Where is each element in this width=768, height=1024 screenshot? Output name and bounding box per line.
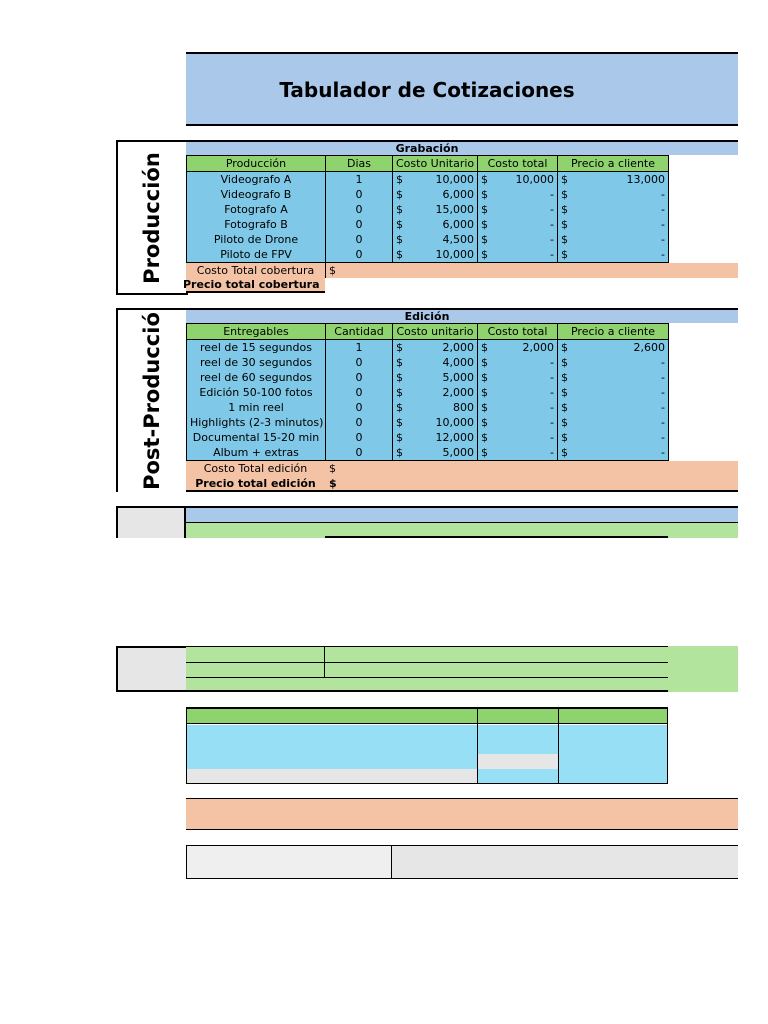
column-header: Cantidad (326, 324, 393, 340)
summary-grey-cell (187, 769, 477, 783)
row-qty: 0 (326, 187, 393, 202)
value: - (661, 232, 665, 246)
value: - (550, 217, 554, 231)
row-unit-cost (393, 172, 478, 188)
row-name: Album + extras (187, 445, 326, 461)
value: - (661, 445, 665, 459)
value: 4,000 (442, 355, 474, 369)
row-client-price (558, 430, 669, 445)
row-client-price (558, 217, 669, 232)
costo-total-cobertura-label: Costo Total cobertura (196, 264, 315, 277)
column-header: Precio a cliente (558, 324, 669, 340)
row-unit-cost (393, 340, 478, 356)
summary-header (187, 709, 667, 724)
footer-left-cell (186, 846, 392, 878)
page-title: Tabulador de Cotizaciones (279, 78, 575, 102)
value: 2,000 (522, 340, 554, 354)
column-header: Producción (187, 156, 326, 172)
value: - (550, 187, 554, 201)
row-total-cost (478, 415, 558, 430)
row-client-price (558, 247, 669, 263)
currency-sign: $ (481, 385, 488, 399)
currency-sign: $ (481, 400, 488, 414)
column-header: Entregables (187, 324, 326, 340)
currency-sign: $ (561, 370, 568, 384)
value: 2,000 (442, 340, 474, 354)
currency-sign: $ (481, 232, 488, 246)
column-header: Costo total (478, 324, 558, 340)
currency-sign: $ (561, 172, 568, 186)
grid-line (186, 677, 668, 678)
currency-sign: $ (396, 187, 403, 201)
row-qty: 0 (326, 430, 393, 445)
column-header: Costo unitario (393, 324, 478, 340)
row-unit-cost (393, 400, 478, 415)
row-total-cost (478, 232, 558, 247)
footer-band (186, 845, 738, 879)
table-row (187, 385, 669, 400)
currency-sign: $ (481, 430, 488, 444)
currency-sign: $ (561, 400, 568, 414)
grid-line (477, 709, 478, 783)
row-name: reel de 60 segundos (187, 370, 326, 385)
edicion-header (186, 308, 738, 323)
currency-sign: $ (561, 445, 568, 459)
currency-sign: $ (396, 172, 403, 186)
row-unit-cost (393, 247, 478, 263)
row-client-price (558, 172, 669, 188)
row-client-price (558, 232, 669, 247)
row-name: Fotografo B (187, 217, 326, 232)
produccion-side-label (116, 140, 188, 295)
table-row (187, 445, 669, 461)
currency-sign: $ (481, 172, 488, 186)
currency-sign: $ (396, 400, 403, 414)
currency-sign: $ (396, 445, 403, 459)
table-row (187, 340, 669, 356)
currency-sign: $ (561, 217, 568, 231)
currency-sign: $ (561, 187, 568, 201)
currency-sign: $ (396, 415, 403, 429)
value: - (661, 370, 665, 384)
row-unit-cost (393, 370, 478, 385)
blank-side-label-2 (116, 646, 186, 692)
row-total-cost (478, 430, 558, 445)
costo-total-edicion-label: Costo Total edición (203, 462, 308, 475)
row-total-cost (478, 172, 558, 188)
currency-sign: $ (396, 385, 403, 399)
value: - (661, 415, 665, 429)
value: 2,000 (442, 385, 474, 399)
precio-total-edicion-label: Precio total edición (195, 477, 316, 490)
summary-grey-cell (478, 754, 558, 769)
value: - (550, 202, 554, 216)
row-qty: 1 (326, 172, 393, 188)
row-total-cost (478, 385, 558, 400)
table-row (187, 187, 669, 202)
currency-sign: $ (561, 202, 568, 216)
value: - (550, 370, 554, 384)
value: 4,500 (442, 232, 474, 246)
currency-sign: $ (481, 370, 488, 384)
value: - (550, 385, 554, 399)
value: - (661, 202, 665, 216)
row-unit-cost (393, 217, 478, 232)
currency-sign: $ (561, 340, 568, 354)
value: - (661, 430, 665, 444)
value: 10,000 (435, 247, 474, 261)
currency-sign: $ (561, 355, 568, 369)
column-header: Dias (326, 156, 393, 172)
currency-sign: $ (481, 217, 488, 231)
row-name: Edición 50-100 fotos (187, 385, 326, 400)
table-row (187, 430, 669, 445)
value: 6,000 (442, 187, 474, 201)
edicion-title: Edición (404, 310, 450, 323)
grabacion-column-headers (187, 156, 669, 172)
row-qty: 0 (326, 370, 393, 385)
row-client-price (558, 385, 669, 400)
currency-sign: $ (481, 415, 488, 429)
value: - (661, 385, 665, 399)
row-client-price (558, 187, 669, 202)
row-name: reel de 30 segundos (187, 355, 326, 370)
value: - (550, 415, 554, 429)
row-client-price (558, 415, 669, 430)
row-unit-cost (393, 202, 478, 217)
summary-block (186, 707, 668, 784)
precio-total-cobertura-row (183, 278, 325, 293)
value: - (661, 355, 665, 369)
row-client-price (558, 340, 669, 356)
grid-line (324, 647, 325, 677)
row-total-cost (478, 355, 558, 370)
row-total-cost (478, 187, 558, 202)
table-row (187, 202, 669, 217)
currency-sign: $ (396, 370, 403, 384)
costo-total-cobertura-row (186, 263, 738, 278)
column-header: Costo total (478, 156, 558, 172)
row-unit-cost (393, 232, 478, 247)
table-row (187, 247, 669, 263)
value: 10,000 (435, 415, 474, 429)
row-unit-cost (393, 415, 478, 430)
row-qty: 0 (326, 400, 393, 415)
value: - (550, 445, 554, 459)
currency-sign: $ (481, 355, 488, 369)
currency-sign: $ (396, 430, 403, 444)
value: 5,000 (442, 370, 474, 384)
row-client-price (558, 370, 669, 385)
row-total-cost (478, 217, 558, 232)
value: 13,000 (626, 172, 665, 186)
table-row (187, 232, 669, 247)
row-qty: 0 (326, 232, 393, 247)
row-total-cost (478, 400, 558, 415)
row-qty: 0 (326, 445, 393, 461)
row-qty: 0 (326, 415, 393, 430)
currency-sign: $ (481, 202, 488, 216)
row-qty: 0 (326, 202, 393, 217)
blank-header-band (186, 506, 738, 522)
currency-sign: $ (396, 340, 403, 354)
currency-sign: $ (396, 217, 403, 231)
row-unit-cost (393, 385, 478, 400)
row-client-price (558, 400, 669, 415)
title-banner (186, 52, 738, 126)
row-name: Highlights (2-3 minutos) (187, 415, 326, 430)
row-total-cost (478, 247, 558, 263)
row-qty: 0 (326, 247, 393, 263)
value: - (550, 247, 554, 261)
row-name: Piloto de FPV (187, 247, 326, 263)
grabacion-title: Grabación (395, 142, 459, 155)
column-header: Precio a cliente (558, 156, 669, 172)
value: - (550, 430, 554, 444)
value: - (661, 217, 665, 231)
value: - (661, 247, 665, 261)
row-client-price (558, 445, 669, 461)
table-row (187, 355, 669, 370)
column-header: Costo Unitario (393, 156, 478, 172)
grid-line (558, 709, 559, 783)
edicion-table (186, 323, 669, 462)
row-unit-cost (393, 430, 478, 445)
table-row (187, 400, 669, 415)
table-row (187, 415, 669, 430)
row-name: reel de 15 segundos (187, 340, 326, 356)
blank-divider (325, 536, 668, 538)
row-qty: 0 (326, 355, 393, 370)
currency-sign: $ (561, 415, 568, 429)
value: 10,000 (515, 172, 554, 186)
currency-sign: $ (561, 385, 568, 399)
postproduccion-side-label (116, 308, 188, 492)
value: 12,000 (435, 430, 474, 444)
value: - (661, 400, 665, 414)
costo-total-cobertura-currency: $ (325, 263, 336, 278)
row-unit-cost (393, 355, 478, 370)
row-name: 1 min reel (187, 400, 326, 415)
value: 10,000 (435, 172, 474, 186)
row-client-price (558, 355, 669, 370)
row-unit-cost (393, 445, 478, 461)
row-name: Videografo A (187, 172, 326, 188)
currency-sign: $ (481, 445, 488, 459)
row-client-price (558, 202, 669, 217)
row-name: Fotografo A (187, 202, 326, 217)
currency-sign: $ (561, 430, 568, 444)
value: - (550, 400, 554, 414)
row-total-cost (478, 340, 558, 356)
currency-sign: $ (561, 247, 568, 261)
grabacion-header (186, 140, 738, 155)
value: - (550, 232, 554, 246)
currency-sign: $ (481, 340, 488, 354)
currency-sign: $ (396, 247, 403, 261)
value: 6,000 (442, 217, 474, 231)
value: - (661, 187, 665, 201)
edicion-totals-block (186, 461, 738, 492)
currency-sign: $ (396, 202, 403, 216)
blank-green-grid (186, 646, 668, 692)
costo-total-edicion-currency: $ (329, 462, 336, 475)
currency-sign: $ (481, 187, 488, 201)
row-name: Videografo B (187, 187, 326, 202)
value: 2,600 (633, 340, 665, 354)
row-total-cost (478, 370, 558, 385)
row-qty: 1 (326, 340, 393, 356)
currency-sign: $ (396, 232, 403, 246)
value: 800 (453, 400, 474, 414)
value: - (550, 355, 554, 369)
grabacion-table (186, 155, 669, 264)
currency-sign: $ (396, 355, 403, 369)
row-qty: 0 (326, 217, 393, 232)
postproduccion-side-text: Post-Producció (140, 312, 164, 490)
row-name: Documental 15-20 min (187, 430, 326, 445)
row-qty: 0 (326, 385, 393, 400)
value: 15,000 (435, 202, 474, 216)
table-row (187, 172, 669, 188)
currency-sign: $ (561, 232, 568, 246)
grand-total-band (186, 798, 738, 830)
precio-total-edicion-currency: $ (329, 477, 337, 490)
currency-sign: $ (481, 247, 488, 261)
row-name: Piloto de Drone (187, 232, 326, 247)
row-unit-cost (393, 187, 478, 202)
grid-line (186, 662, 668, 663)
row-total-cost (478, 445, 558, 461)
blank-side-label (116, 506, 186, 538)
table-row (187, 217, 669, 232)
row-total-cost (478, 202, 558, 217)
value: 5,000 (442, 445, 474, 459)
precio-total-cobertura-label: Precio total cobertura (183, 278, 320, 291)
table-row (187, 370, 669, 385)
edicion-column-headers (187, 324, 669, 340)
produccion-side-text: Producción (140, 151, 164, 284)
